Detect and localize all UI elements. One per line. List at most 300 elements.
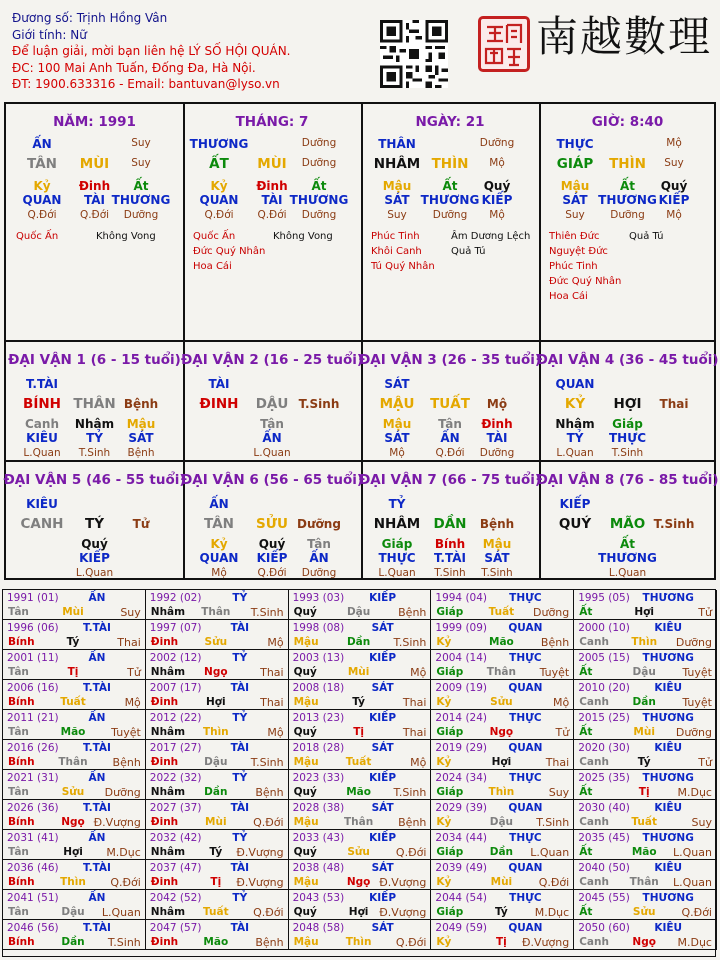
ten-god-state: Dưỡng bbox=[301, 137, 337, 149]
ten-god: TÀI bbox=[230, 742, 249, 754]
address: ĐC: 100 Mai Anh Tuấn, Đống Đa, Hà Nội. bbox=[12, 60, 256, 75]
hidden-state: L.Quan bbox=[253, 447, 291, 459]
year-cell bbox=[146, 860, 289, 890]
earthly-branch: Dần bbox=[346, 636, 371, 648]
ten-god: KIẾP bbox=[369, 892, 397, 904]
owner-name: Đương số: Trịnh Hồng Vân bbox=[12, 11, 168, 25]
heavenly-stem: Kỷ bbox=[436, 756, 452, 768]
hidden-state: L.Quan bbox=[556, 447, 594, 459]
heavenly-stem: KỶ bbox=[564, 396, 586, 412]
hidden-ten-god: THƯƠNG bbox=[111, 193, 171, 207]
hidden-ten-god: KIÊU bbox=[26, 431, 58, 445]
year-label: 2024 (34) bbox=[435, 772, 488, 784]
ten-god: THƯƠNG bbox=[642, 892, 694, 904]
year-label: 2037 (47) bbox=[149, 862, 202, 874]
year-state: Tuyệt bbox=[682, 666, 712, 679]
dai-van-title: ĐẠI VẬN 8 (76 - 85 tuổi) bbox=[536, 472, 719, 488]
year-cell bbox=[289, 800, 432, 830]
ten-god: ẤN bbox=[32, 137, 52, 151]
hidden-ten-god: THƯƠNG bbox=[420, 193, 480, 207]
year-state: Mộ bbox=[410, 756, 427, 769]
year-state: Q.Đới bbox=[681, 906, 712, 919]
hidden-stem: Mậu bbox=[126, 417, 156, 431]
earthly-branch: Tuất bbox=[60, 696, 86, 708]
ten-god: TỶ bbox=[232, 892, 248, 904]
earthly-branch: Thân bbox=[486, 666, 516, 678]
year-label: 2008 (18) bbox=[292, 682, 345, 694]
year-state: Q.Đới bbox=[110, 876, 141, 889]
dai-van-6 bbox=[180, 462, 364, 580]
year-label: 2049 (59) bbox=[435, 922, 488, 934]
ten-god: THƯƠNG bbox=[642, 772, 694, 784]
ten-god: TÀI bbox=[230, 922, 249, 934]
hidden-ten-god: THƯƠNG bbox=[289, 193, 349, 207]
year-state: Thai bbox=[402, 726, 427, 739]
year-label: 2029 (39) bbox=[435, 802, 488, 814]
earthly-branch: Sửu bbox=[204, 636, 228, 648]
year-label: 1997 (07) bbox=[149, 622, 202, 634]
year-label: 2040 (50) bbox=[578, 862, 630, 874]
ten-god: SÁT bbox=[371, 622, 394, 634]
hidden-stem: Ất bbox=[442, 179, 458, 193]
earthly-branch: Mùi bbox=[205, 816, 227, 828]
hidden-state: T.Sinh bbox=[611, 447, 644, 459]
hidden-stem: Ất bbox=[619, 179, 636, 193]
heavenly-stem: Ất bbox=[579, 846, 593, 858]
year-state: L.Quan bbox=[673, 876, 712, 889]
year-cell bbox=[146, 650, 289, 680]
year-state: Đ.Vượng bbox=[379, 906, 427, 919]
hidden-ten-god: THỰC bbox=[608, 431, 647, 445]
hidden-state: Q.Đới bbox=[204, 209, 234, 221]
hidden-ten-god: ẤN bbox=[440, 431, 460, 445]
hidden-state: L.Quan bbox=[75, 567, 114, 579]
special-star: Âm Dương Lệch bbox=[451, 231, 531, 242]
earthly-branch: Thìn bbox=[488, 786, 515, 798]
ten-god: THỰC bbox=[509, 772, 542, 784]
year-cell bbox=[431, 740, 574, 770]
heavenly-stem: Canh bbox=[579, 756, 609, 768]
hidden-stem: Đinh bbox=[256, 179, 288, 193]
hidden-stem: Ất bbox=[311, 179, 327, 193]
earthly-branch: Thân bbox=[58, 756, 88, 768]
year-state: Tuyệt bbox=[111, 726, 141, 739]
year-state: Thai bbox=[402, 696, 427, 709]
branch-state: Dưỡng bbox=[297, 517, 341, 531]
earthly-branch: Mùi bbox=[62, 606, 84, 618]
year-cell bbox=[431, 710, 574, 740]
year-cell bbox=[289, 650, 432, 680]
ten-god: SÁT bbox=[371, 682, 394, 694]
dai-van-2 bbox=[180, 342, 364, 460]
branch-state: T.Sinh bbox=[298, 397, 340, 411]
special-star: Không Vong bbox=[96, 231, 156, 242]
heavenly-stem: Đinh bbox=[150, 936, 179, 948]
hidden-ten-god: QUAN bbox=[199, 193, 239, 207]
earthly-branch: Dần bbox=[632, 696, 656, 708]
special-star: Hoa Cái bbox=[549, 291, 588, 302]
year-cell bbox=[146, 770, 289, 800]
year-cell bbox=[574, 830, 717, 860]
heavenly-stem: Kỷ bbox=[436, 696, 452, 708]
hidden-ten-god: ẤN bbox=[309, 551, 329, 565]
earthly-branch: Sửu bbox=[632, 906, 656, 918]
heavenly-stem: Giáp bbox=[436, 606, 464, 618]
phone-email: ĐT: 1900.633316 - Email: bantuvan@lyso.vn bbox=[12, 77, 280, 91]
earthly-branch: Ngọ bbox=[489, 726, 514, 738]
year-label: 2011 (21) bbox=[7, 712, 59, 724]
dai-van-title: ĐẠI VẬN 5 (46 - 55 tuổi) bbox=[3, 472, 186, 488]
year-state: M.Dục bbox=[534, 906, 570, 919]
year-state: Tử bbox=[555, 726, 570, 739]
earthly-branch: Tị bbox=[638, 786, 650, 798]
year-label: 2004 (14) bbox=[435, 652, 488, 664]
year-cell bbox=[289, 710, 432, 740]
special-star: Thiên Đức bbox=[549, 231, 600, 242]
ten-god: THỰC bbox=[556, 137, 594, 151]
year-label: 2012 (22) bbox=[149, 712, 202, 724]
year-label: 2043 (53) bbox=[292, 892, 345, 904]
year-label: 2045 (55) bbox=[578, 892, 630, 904]
year-state: Bệnh bbox=[255, 786, 284, 799]
year-cell bbox=[3, 890, 146, 920]
dai-van-4 bbox=[536, 342, 719, 460]
year-cell bbox=[574, 740, 717, 770]
hidden-stem: Mậu bbox=[382, 417, 412, 431]
year-label: 2017 (27) bbox=[149, 742, 202, 754]
ten-god: THƯƠNG bbox=[642, 832, 694, 844]
hidden-ten-god: TÀI bbox=[261, 193, 283, 207]
earthly-branch: Thân bbox=[343, 816, 374, 828]
hidden-stem: Giáp bbox=[612, 417, 643, 431]
brand-logo: 南越數理 bbox=[536, 12, 713, 61]
earthly-branch: Mùi bbox=[490, 876, 513, 888]
heavenly-stem: Giáp bbox=[436, 726, 464, 738]
ten-god: KIÊU bbox=[654, 622, 683, 634]
ten-god: QUAN bbox=[555, 377, 595, 391]
year-state: Tử bbox=[127, 666, 141, 679]
earthly-branch: Sửu bbox=[347, 846, 370, 858]
hidden-state: Dưỡng bbox=[479, 447, 515, 459]
earthly-branch: Mão bbox=[60, 726, 86, 738]
ten-god: THỰC bbox=[509, 652, 542, 664]
hidden-stem: Quý bbox=[258, 537, 286, 551]
ten-god: SÁT bbox=[371, 802, 394, 814]
year-cell bbox=[146, 590, 289, 620]
heavenly-stem: Nhâm bbox=[150, 786, 186, 798]
ten-god: KIẾP bbox=[369, 592, 397, 604]
year-label: 2038 (48) bbox=[292, 862, 345, 874]
heavenly-stem: Bính bbox=[8, 936, 35, 948]
year-cell bbox=[431, 800, 574, 830]
year-state: Q.Đới bbox=[253, 906, 284, 919]
year-cell bbox=[289, 680, 432, 710]
earthly-branch: Ngọ bbox=[632, 936, 656, 948]
year-cell bbox=[146, 830, 289, 860]
year-cell bbox=[289, 860, 432, 890]
hidden-stem: Kỷ bbox=[33, 179, 51, 193]
year-label: 1993 (03) bbox=[292, 592, 345, 604]
special-star: Phúc Tinh bbox=[371, 231, 420, 242]
ten-god: THƯƠNG bbox=[642, 712, 694, 724]
earthly-branch: DẬU bbox=[255, 396, 289, 412]
pillar-title: GIỜ: 8:40 bbox=[591, 114, 664, 130]
year-cell bbox=[431, 650, 574, 680]
ten-god: KIÊU bbox=[654, 922, 683, 934]
ten-god: ẤN bbox=[88, 592, 106, 604]
year-label: 2006 (16) bbox=[7, 682, 59, 694]
year-state: Suy bbox=[548, 786, 570, 799]
year-cell bbox=[431, 590, 574, 620]
heavenly-stem: Ất bbox=[579, 726, 593, 738]
hidden-stem: Quý bbox=[660, 179, 688, 193]
hidden-ten-god: TÀI bbox=[486, 431, 508, 445]
year-label: 2016 (26) bbox=[7, 742, 59, 754]
header-info bbox=[12, 10, 290, 93]
year-label: 2034 (44) bbox=[435, 832, 488, 844]
heavenly-stem: CANH bbox=[20, 516, 64, 532]
special-star: Quả Tú bbox=[451, 246, 486, 257]
heavenly-stem: Kỷ bbox=[436, 636, 452, 648]
ten-god: KIẾP bbox=[369, 772, 397, 784]
year-state: Đ.Vượng bbox=[93, 816, 141, 829]
year-cell bbox=[3, 800, 146, 830]
branch-state: Mộ bbox=[486, 397, 508, 411]
ten-god: QUAN bbox=[508, 682, 543, 694]
hidden-state: Mộ bbox=[389, 447, 405, 459]
year-state: Mộ bbox=[124, 696, 141, 709]
year-cell bbox=[3, 710, 146, 740]
heavenly-stem: Tân bbox=[8, 906, 29, 918]
earthly-branch: THÂN bbox=[73, 396, 116, 412]
year-state: Mộ bbox=[267, 636, 284, 649]
year-cell bbox=[431, 890, 574, 920]
year-label: 2021 (31) bbox=[7, 772, 59, 784]
ten-god: QUAN bbox=[508, 862, 543, 874]
year-cell bbox=[3, 860, 146, 890]
hidden-ten-god: SÁT bbox=[484, 551, 510, 565]
heavenly-stem: Bính bbox=[8, 636, 35, 648]
earthly-branch: Tuất bbox=[631, 816, 657, 828]
heavenly-stem: Mậu bbox=[293, 816, 319, 828]
year-label: 2002 (12) bbox=[149, 652, 202, 664]
special-star: Quốc Ấn bbox=[16, 231, 59, 242]
heavenly-stem: Đinh bbox=[150, 636, 179, 648]
earthly-branch: Tý bbox=[352, 696, 365, 708]
year-label: 2018 (28) bbox=[292, 742, 345, 754]
year-state: Q.Đới bbox=[253, 816, 284, 829]
earthly-branch: Thìn bbox=[60, 876, 86, 888]
hidden-stem: Tân bbox=[438, 417, 462, 431]
heavenly-stem: Canh bbox=[579, 696, 609, 708]
hidden-ten-god: THƯƠNG bbox=[598, 551, 657, 565]
ten-god: ẤN bbox=[88, 832, 106, 844]
year-state: Suy bbox=[691, 816, 712, 829]
ten-god: THƯƠNG bbox=[642, 592, 694, 604]
year-label: 2036 (46) bbox=[7, 862, 59, 874]
year-label: 2025 (35) bbox=[578, 772, 630, 784]
heavenly-stem: Canh bbox=[579, 636, 609, 648]
year-state: Đ.Vượng bbox=[521, 936, 570, 949]
earthly-branch: MÙI bbox=[79, 156, 110, 172]
hidden-ten-god: THỰC bbox=[378, 551, 416, 565]
ten-god: TÀI bbox=[208, 377, 230, 391]
branch-state: Thai bbox=[659, 397, 689, 411]
year-state: Thai bbox=[545, 756, 570, 769]
earthly-branch: Dậu bbox=[632, 666, 656, 678]
heavenly-stem: Tân bbox=[8, 726, 29, 738]
year-state: T.Sinh bbox=[250, 756, 284, 769]
branch-state: T.Sinh bbox=[653, 517, 695, 531]
ten-god: T.TÀI bbox=[26, 377, 58, 391]
heavenly-stem: Ất bbox=[579, 606, 593, 618]
hidden-state: Dưỡng bbox=[123, 209, 159, 221]
heavenly-stem: Quý bbox=[293, 726, 317, 738]
heavenly-stem: Nhâm bbox=[150, 606, 186, 618]
year-state: Tử bbox=[698, 756, 712, 769]
heavenly-stem: Đinh bbox=[150, 876, 179, 888]
ten-god: T.TÀI bbox=[83, 862, 111, 874]
earthly-branch: Tuất bbox=[345, 756, 372, 768]
branch-state: Suy bbox=[664, 157, 684, 169]
year-cell bbox=[3, 650, 146, 680]
hidden-state: Suy bbox=[387, 209, 407, 221]
hidden-stem: Đinh bbox=[78, 179, 111, 193]
hidden-state: Dưỡng bbox=[301, 209, 337, 221]
hidden-ten-god: QUAN bbox=[22, 193, 62, 207]
heavenly-stem: Đinh bbox=[150, 696, 179, 708]
year-cell bbox=[3, 770, 146, 800]
ten-god: ẤN bbox=[88, 772, 106, 784]
hidden-state: Dưỡng bbox=[610, 209, 645, 221]
year-cell bbox=[146, 740, 289, 770]
hidden-state: Q.Đới bbox=[79, 209, 110, 221]
heavenly-stem: Canh bbox=[579, 936, 609, 948]
chart-grid bbox=[3, 102, 719, 580]
hidden-stem: Nhâm bbox=[74, 417, 115, 431]
earthly-branch: HỢI bbox=[613, 396, 642, 412]
ten-god: THƯƠNG bbox=[189, 137, 249, 151]
year-label: 2042 (52) bbox=[149, 892, 202, 904]
heavenly-stem: Mậu bbox=[293, 696, 319, 708]
earthly-branch: Thìn bbox=[202, 726, 229, 738]
special-star: Phúc Tinh bbox=[549, 261, 598, 272]
earthly-branch: Tị bbox=[210, 876, 222, 888]
earthly-branch: Hợi bbox=[634, 606, 654, 618]
year-state: Thai bbox=[260, 666, 284, 679]
heavenly-stem: Ất bbox=[579, 786, 593, 798]
hidden-state: Dưỡng bbox=[432, 209, 468, 221]
year-state: M.Dục bbox=[677, 786, 712, 799]
year-label: 2005 (15) bbox=[578, 652, 630, 664]
year-label: 2013 (23) bbox=[292, 712, 345, 724]
hidden-ten-god: KIẾP bbox=[256, 551, 288, 565]
heavenly-stem: Canh bbox=[579, 876, 609, 888]
hidden-state: L.Quan bbox=[378, 567, 416, 579]
hidden-ten-god: SÁT bbox=[384, 193, 410, 207]
heavenly-stem: NHÂM bbox=[373, 516, 421, 532]
year-state: Bệnh bbox=[112, 756, 141, 769]
earthly-branch: TÝ bbox=[85, 516, 104, 532]
pillar-1 bbox=[183, 104, 361, 340]
heavenly-stem: TÂN bbox=[204, 516, 234, 532]
year-state: Bệnh bbox=[398, 606, 427, 619]
year-label: 2028 (38) bbox=[292, 802, 345, 814]
ten-god: THÂN bbox=[378, 137, 416, 151]
special-star: Đức Quý Nhân bbox=[193, 246, 266, 257]
branch-state: Tử bbox=[132, 517, 150, 531]
earthly-branch: Ngọ bbox=[346, 876, 371, 888]
hidden-stem: Canh bbox=[25, 417, 59, 431]
year-label: 2033 (43) bbox=[292, 832, 345, 844]
year-state: L.Quan bbox=[530, 846, 570, 859]
dai-van-title: ĐẠI VẬN 1 (6 - 15 tuổi) bbox=[8, 352, 181, 368]
heavenly-stem: Canh bbox=[579, 816, 609, 828]
earthly-branch: Tị bbox=[496, 936, 507, 948]
year-cell bbox=[289, 590, 432, 620]
ten-god: KIÊU bbox=[654, 802, 683, 814]
yearly-luck-table bbox=[2, 589, 716, 957]
hidden-ten-god: THƯƠNG bbox=[598, 193, 657, 207]
hidden-stem: Kỷ bbox=[210, 537, 228, 551]
year-state: Mộ bbox=[552, 696, 570, 709]
hidden-state: T.Sinh bbox=[481, 567, 513, 579]
year-state: Tuyệt bbox=[539, 666, 570, 679]
ten-god: THỰC bbox=[509, 892, 542, 904]
year-cell bbox=[431, 770, 574, 800]
pillar-3 bbox=[539, 104, 716, 340]
earthly-branch: Dần bbox=[204, 786, 228, 798]
heavenly-stem: TÂN bbox=[27, 156, 57, 172]
earthly-branch: Mão bbox=[346, 786, 371, 798]
ten-god: ẤN bbox=[88, 712, 106, 724]
dai-van-3 bbox=[358, 342, 542, 460]
earthly-branch: Thân bbox=[629, 876, 659, 888]
earthly-branch: Mùi bbox=[633, 726, 655, 738]
dai-van-title: ĐẠI VẬN 7 (66 - 75 tuổi) bbox=[358, 472, 542, 488]
year-label: 2019 (29) bbox=[435, 742, 488, 754]
branch-state: Dưỡng bbox=[301, 157, 337, 169]
earthly-branch: Sửu bbox=[490, 696, 513, 708]
earthly-branch: Tý bbox=[495, 906, 508, 918]
ten-god: ẤN bbox=[209, 497, 229, 511]
special-star: Đức Quý Nhân bbox=[549, 276, 622, 287]
hidden-stem: Quý bbox=[483, 179, 511, 193]
special-star: Quốc Ấn bbox=[193, 231, 236, 242]
heavenly-stem: Bính bbox=[8, 696, 35, 708]
ten-god: THỰC bbox=[509, 832, 542, 844]
hidden-ten-god: QUAN bbox=[199, 551, 239, 565]
hidden-ten-god: T.TÀI bbox=[434, 551, 466, 565]
hidden-ten-god: ẤN bbox=[262, 431, 282, 445]
ten-god: TỶ bbox=[232, 772, 248, 784]
year-label: 2050 (60) bbox=[578, 922, 630, 934]
year-state: T.Sinh bbox=[536, 816, 570, 829]
year-label: 2026 (36) bbox=[7, 802, 59, 814]
heavenly-stem: Giáp bbox=[436, 906, 464, 918]
hidden-stem: Mậu bbox=[482, 537, 512, 551]
hidden-state: Mộ bbox=[666, 209, 682, 221]
ten-god: THƯƠNG bbox=[642, 652, 694, 664]
year-state: T.Sinh bbox=[393, 786, 427, 799]
year-cell bbox=[574, 590, 717, 620]
heavenly-stem: Ất bbox=[579, 906, 593, 918]
hidden-ten-god: SÁT bbox=[128, 431, 154, 445]
heavenly-stem: MẬU bbox=[379, 396, 415, 412]
year-state: Đ.Vượng bbox=[379, 876, 427, 889]
earthly-branch: Mão bbox=[489, 636, 514, 648]
year-cell bbox=[574, 650, 717, 680]
